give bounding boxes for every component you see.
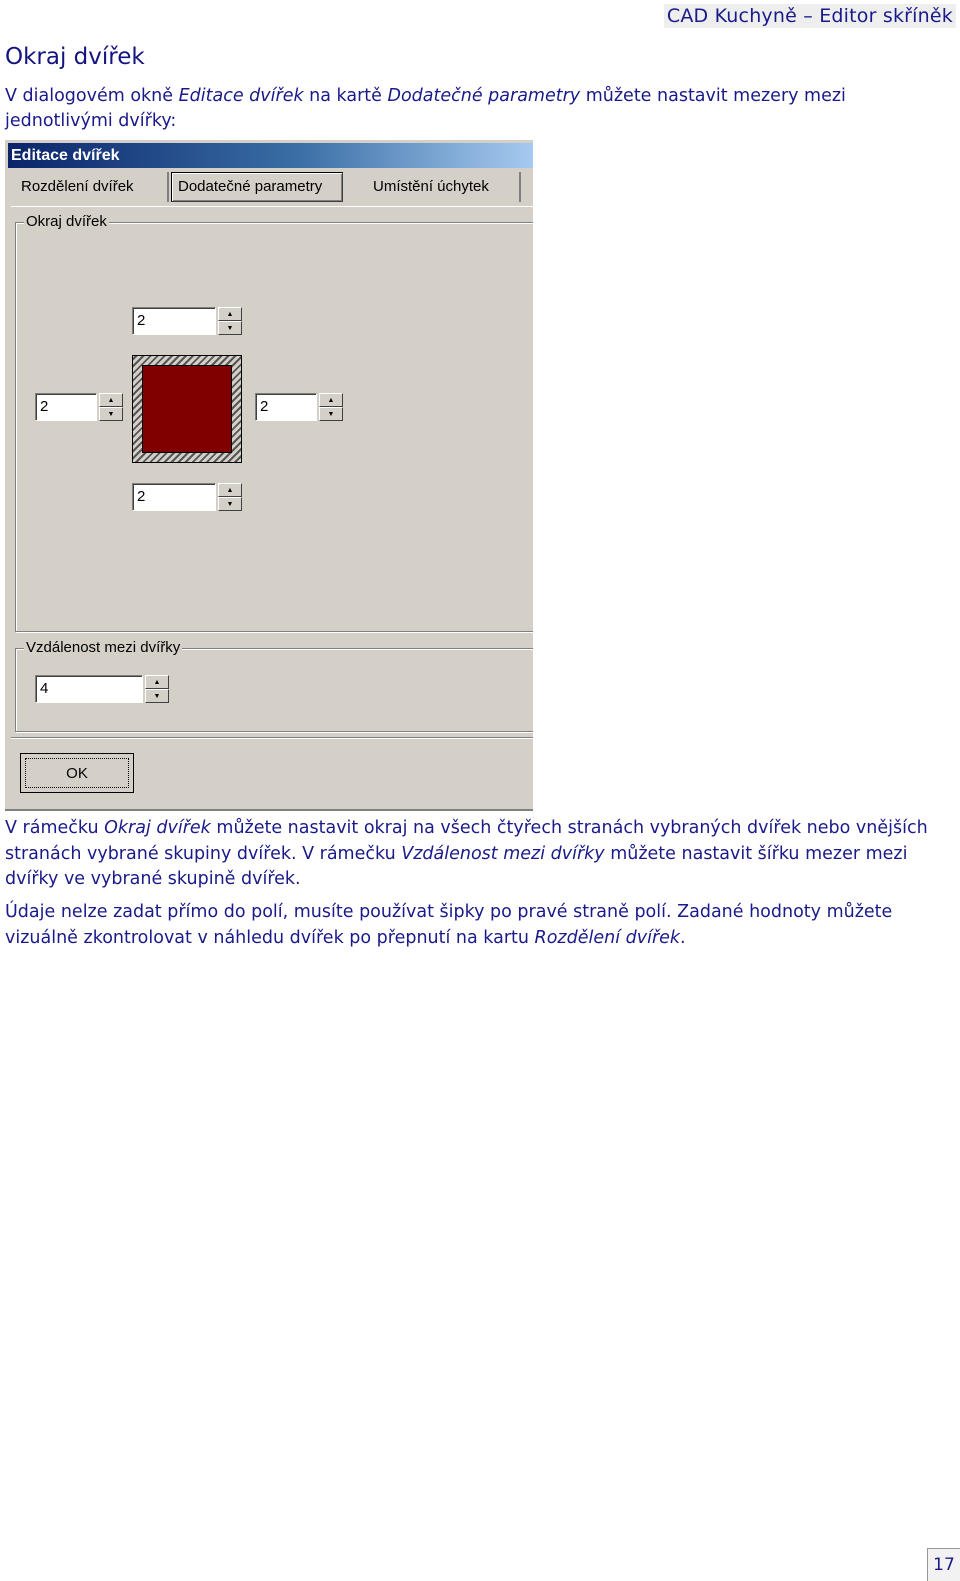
spin-up-icon[interactable]: ▲ [145, 675, 169, 689]
page-number: 17 [927, 1548, 960, 1581]
intro-text: na kartě [303, 86, 388, 106]
door-edit-dialog [4, 139, 533, 811]
door-border-group [15, 213, 533, 632]
border-left-input[interactable]: 2 [35, 393, 97, 421]
ok-button[interactable] [20, 753, 134, 793]
intro-paragraph [5, 84, 945, 134]
border-left-stepper [35, 393, 123, 421]
border-right-input[interactable]: 2 [255, 393, 317, 421]
tab-additional-parameters[interactable]: Dodatečné parametry [171, 172, 343, 202]
intro-tab-name: Dodatečné parametry [387, 86, 581, 106]
tab-handle-placement[interactable]: Umístění úchytek [367, 172, 521, 202]
border-top-stepper [132, 307, 242, 335]
spin-down-icon[interactable]: ▼ [99, 407, 123, 421]
tab-name: Rozdělení dvířek [534, 927, 681, 948]
border-bottom-input[interactable]: 2 [132, 483, 216, 511]
spin-down-icon[interactable]: ▼ [145, 689, 169, 703]
spin-up-icon[interactable]: ▲ [218, 483, 242, 497]
section-title: Okraj dvířek [5, 44, 145, 70]
door-gap-stepper [35, 675, 169, 703]
door-gap-input[interactable]: 4 [35, 675, 143, 703]
tab-strip [11, 170, 533, 206]
paragraph-text: . [680, 927, 686, 948]
running-header: CAD Kuchyně – Editor skříněk [664, 4, 956, 28]
spin-up-icon[interactable]: ▲ [218, 307, 242, 321]
border-right-stepper [255, 393, 343, 421]
spin-up-icon[interactable]: ▲ [319, 393, 343, 407]
dialog-bottom-edge [5, 809, 533, 811]
tab-panel-edge [11, 206, 533, 207]
intro-text: můžete nastavit mezery mezi jednotlivými dvířky: [5, 86, 846, 131]
dialog-titlebar [8, 143, 533, 168]
paragraph-text: V rámečku [5, 818, 105, 838]
spin-up-icon[interactable]: ▲ [99, 393, 123, 407]
intro-text: V dialogovém okně [5, 86, 179, 106]
door-gap-group-label: Vzdálenost mezi dvířky [26, 639, 181, 656]
border-top-input[interactable]: 2 [132, 307, 216, 335]
spin-down-icon[interactable]: ▼ [319, 407, 343, 421]
frame-name: Vzdálenost mezi dvířky [401, 843, 605, 864]
door-preview-panel [142, 365, 232, 453]
explanation-paragraph [5, 816, 950, 893]
tab-door-division[interactable]: Rozdělení dvířek [15, 172, 169, 202]
door-preview [132, 355, 242, 463]
ok-button-label: OK [66, 764, 88, 782]
usage-note-paragraph [5, 900, 950, 951]
intro-dialog-name: Editace dvířek [178, 86, 304, 106]
spin-down-icon[interactable]: ▼ [218, 497, 242, 511]
paragraph-text: můžete nastavit šířku mezer mezi dvířky ve vybrané skupině dvířek. [5, 843, 908, 889]
dialog-title: Editace dvířek [11, 146, 120, 164]
border-bottom-stepper [132, 483, 242, 511]
frame-name: Okraj dvířek [104, 818, 211, 838]
dialog-separator [11, 737, 533, 739]
paragraph-text: Údaje nelze zadat přímo do polí, musíte používat šipky po pravé straně polí. Zadané hodnoty můžete vizuálně zkontrolovat v náhledu dvířek po přepnutí na kartu [5, 902, 893, 948]
door-border-group-label: Okraj dvířek [26, 213, 107, 230]
paragraph-text: můžete nastavit okraj na všech čtyřech stranách vybraných dvířek nebo vnějších stranách vybrané skupiny dvířek. V rámečku [5, 818, 928, 864]
spin-down-icon[interactable]: ▼ [218, 321, 242, 335]
